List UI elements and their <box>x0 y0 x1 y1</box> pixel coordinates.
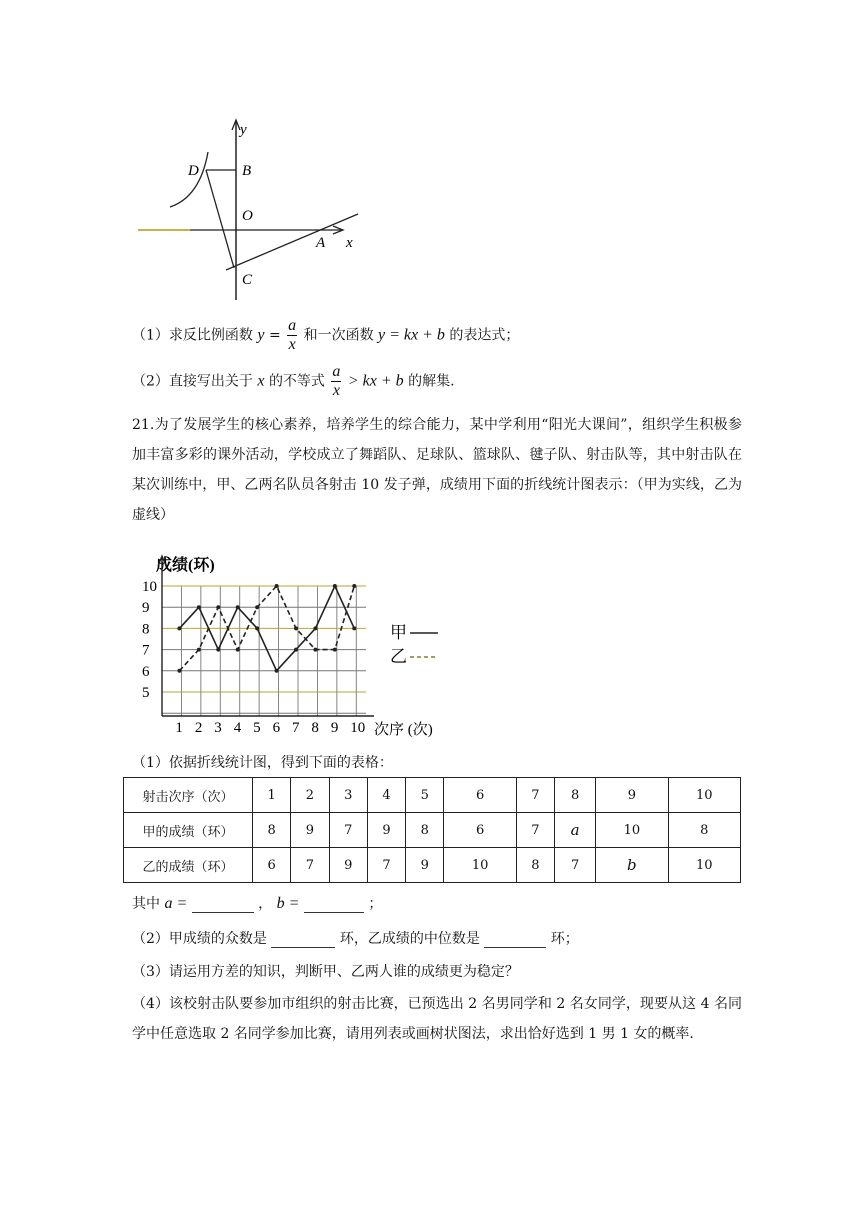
table-row <box>124 848 741 883</box>
fraction-numerator: a <box>332 363 341 380</box>
table-cell: 10 <box>668 848 740 883</box>
blank-b-input[interactable] <box>304 896 364 913</box>
table-cell: 1 <box>253 778 291 813</box>
y-tick-label: 7 <box>142 642 150 659</box>
chart-xlabel: 次序 (次) <box>374 722 433 738</box>
label-D: D <box>188 163 199 179</box>
question-20-part-1 <box>132 318 519 353</box>
table-cell: 8 <box>668 813 740 848</box>
data-point <box>255 605 259 609</box>
table-cell: 6 <box>444 813 516 848</box>
q20-p2-prefix: （2）直接写出关于 <box>132 373 253 390</box>
data-point <box>255 626 259 630</box>
label-A: A <box>316 235 326 251</box>
blank-separator: ， <box>258 896 273 912</box>
q20-p2-inequality: > kx + b <box>347 372 404 390</box>
table-cell: 6 <box>444 778 516 813</box>
label-O: O <box>242 208 253 224</box>
table-cell: 8 <box>406 813 444 848</box>
legend-label: 乙 <box>390 647 407 666</box>
table-cell: 3 <box>329 778 367 813</box>
blank-prefix: 其中 <box>132 896 160 912</box>
x-tick-label: 9 <box>330 720 339 736</box>
question-21-part-3: （3）请运用方差的知识，判断甲、乙两人谁的成绩更为稳定？ <box>132 964 519 980</box>
data-point <box>333 648 337 652</box>
table-cell: 7 <box>555 848 596 883</box>
q20-p1-equals: = <box>268 327 281 344</box>
blank-a-input[interactable] <box>192 896 254 913</box>
table-cell: 9 <box>329 848 367 883</box>
question-21-intro: 21.为了发展学生的核心素养，培养学生的综合能力，某中学利用“阳光大课间”，组织学生积极参加丰富多彩的课外活动，学校成立了舞蹈队、足球队、篮球队、毽子队、射击队等，其中射击队在某次训练中，甲、乙两名队员各射击 10 发子弹，成绩用下面的折线统计图表示：（甲为实线，乙为虚线） <box>132 417 742 523</box>
x-tick-label: 3 <box>214 720 222 736</box>
data-point <box>177 626 181 630</box>
blank-end: ； <box>368 896 383 912</box>
x-tick-label: 5 <box>253 720 261 736</box>
data-point <box>275 584 279 588</box>
fraction-numerator: a <box>288 317 297 334</box>
q20-p1-linear-expr: y = kx + b <box>378 326 445 344</box>
score-table <box>123 777 741 883</box>
q20-p2-mid: 的不等式 <box>268 373 325 390</box>
table-cell: 8 <box>516 848 554 883</box>
y-tick-label: 5 <box>142 685 150 701</box>
table-cell: 10 <box>444 848 516 883</box>
table-cell: 7 <box>329 813 367 848</box>
table-cell: 9 <box>291 813 329 848</box>
median-blank-input[interactable] <box>484 931 546 948</box>
q20-p2-suffix: 的解集. <box>408 373 455 390</box>
fraction-denominator: x <box>332 382 340 399</box>
table-cell: 7 <box>516 778 554 813</box>
data-point <box>197 648 201 652</box>
table-cell: 8 <box>555 778 596 813</box>
question-21-part-1: （1）依据折线统计图，得到下面的表格： <box>132 755 393 771</box>
legend-label: 甲 <box>390 623 407 642</box>
answer-blanks-line <box>132 893 382 913</box>
q20-p1-mid: 和一次函数 <box>303 327 374 344</box>
data-point <box>177 669 181 673</box>
data-point <box>313 626 317 630</box>
data-point <box>294 626 298 630</box>
score-line-chart <box>138 548 458 743</box>
label-B: B <box>242 163 252 179</box>
chart-ylabel: 成绩(环) <box>156 557 215 574</box>
data-point <box>352 584 356 588</box>
table-cell: a <box>555 813 596 848</box>
x-tick-label: 1 <box>175 720 183 736</box>
table-row <box>124 813 741 848</box>
blank-b-label: b = <box>276 895 300 912</box>
table-row-label: 射击次序（次） <box>124 778 253 813</box>
label-y: y <box>240 122 247 138</box>
data-point <box>275 669 279 673</box>
y-tick-label: 6 <box>142 663 150 680</box>
x-tick-label: 10 <box>350 720 366 736</box>
q21-p2-prefix: （2）甲成绩的众数是 <box>132 931 267 947</box>
table-cell: 7 <box>291 848 329 883</box>
table-cell: 9 <box>367 813 405 848</box>
label-C: C <box>242 272 253 288</box>
y-tick-label: 9 <box>142 600 150 617</box>
y-tick-label: 8 <box>142 621 150 638</box>
table-cell: 10 <box>596 813 668 848</box>
table-cell: 6 <box>253 848 291 883</box>
fraction-denominator: x <box>288 336 296 353</box>
x-tick-label: 6 <box>272 720 281 736</box>
table-cell: 2 <box>291 778 329 813</box>
q20-p2-var-x: x <box>257 372 265 390</box>
table-cell: 7 <box>516 813 554 848</box>
q20-p1-prefix: （1）求反比例函数 <box>132 327 253 344</box>
x-tick-label: 2 <box>194 720 203 736</box>
table-cell: 8 <box>253 813 291 848</box>
x-tick-label: 4 <box>233 720 242 736</box>
table-cell: b <box>596 848 668 883</box>
q20-p1-var-y: y <box>257 326 265 344</box>
table-cell: 5 <box>406 778 444 813</box>
table-row-label: 甲的成绩（环） <box>124 813 253 848</box>
table-row <box>124 778 741 813</box>
q20-p1-suffix: 的表达式； <box>449 327 520 344</box>
hyperbola-curve <box>170 152 208 207</box>
data-point <box>313 648 317 652</box>
data-point <box>197 605 201 609</box>
table-cell: 7 <box>367 848 405 883</box>
fraction-a-over-x <box>287 318 297 353</box>
label-x: x <box>346 235 353 251</box>
question-20-part-2 <box>132 364 455 399</box>
table-cell: 9 <box>596 778 668 813</box>
question-21-part-4: （4）该校射击队要参加市组织的射击比赛，已预选出 2 名男同学和 2 名女同学，现要从这 4 名同学中任意选取 2 名同学参加比赛，请用列表或画树状图法，求出恰好选到 1 男 1 女的概率. <box>132 996 742 1042</box>
data-point <box>216 605 220 609</box>
table-cell: 4 <box>367 778 405 813</box>
data-point <box>236 648 240 652</box>
q21-p2-end: 环； <box>550 931 579 947</box>
y-tick-label: 10 <box>142 579 157 595</box>
data-point <box>216 648 220 652</box>
data-point <box>352 626 356 630</box>
function-graph-figure <box>130 112 370 307</box>
data-point <box>294 648 298 652</box>
data-point <box>236 605 240 609</box>
x-tick-label: 7 <box>292 720 300 736</box>
mode-blank-input[interactable] <box>271 931 335 948</box>
blank-a-label: a = <box>164 895 188 912</box>
fraction-a-over-x-2 <box>331 364 341 399</box>
data-point <box>333 584 337 588</box>
x-tick-label: 8 <box>311 720 319 736</box>
table-cell: 9 <box>406 848 444 883</box>
q21-p2-mid: 环，乙成绩的中位数是 <box>339 931 480 947</box>
table-row-label: 乙的成绩（环） <box>124 848 253 883</box>
table-cell: 10 <box>668 778 740 813</box>
question-21-part-2 <box>132 928 579 948</box>
